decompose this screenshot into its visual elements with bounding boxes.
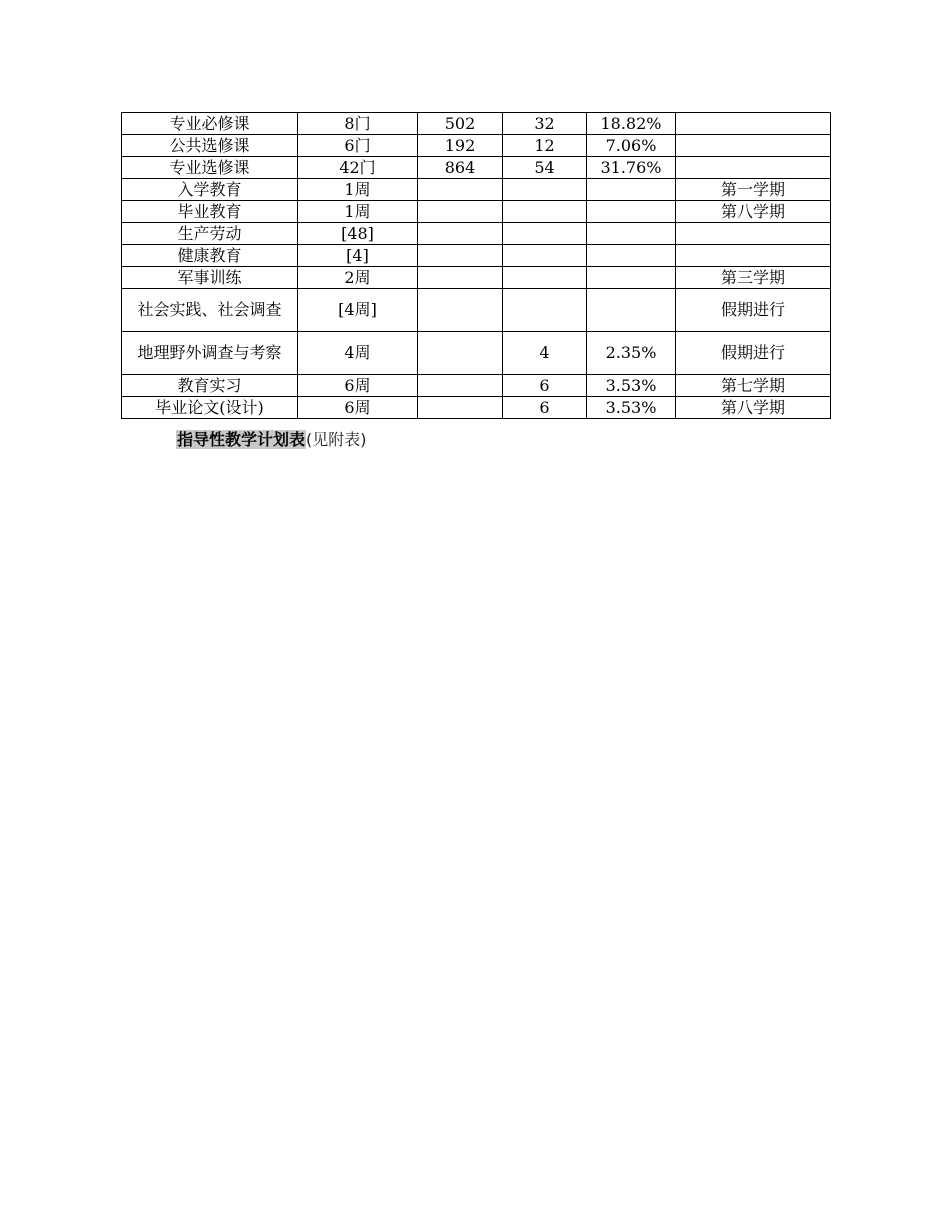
percent-cell: 3.53%: [587, 397, 676, 419]
percent-cell: [587, 245, 676, 267]
remark-cell: 第一学期: [676, 179, 831, 201]
credits-cell: [503, 245, 587, 267]
remark-cell: 假期进行: [676, 332, 831, 375]
hours-cell: [418, 267, 503, 289]
count-cell: 6周: [298, 375, 418, 397]
percent-cell: [587, 179, 676, 201]
remark-cell: 第八学期: [676, 201, 831, 223]
remark-cell: [676, 135, 831, 157]
percent-cell: [587, 267, 676, 289]
count-cell: [4周]: [298, 289, 418, 332]
remark-cell: 第八学期: [676, 397, 831, 419]
course-name-cell: 军事训练: [122, 267, 298, 289]
percent-cell: [587, 223, 676, 245]
table-row: [122, 223, 831, 245]
count-cell: 6门: [298, 135, 418, 157]
credits-cell: 6: [503, 397, 587, 419]
table-row: [122, 135, 831, 157]
percent-cell: [587, 201, 676, 223]
course-name-cell: 入学教育: [122, 179, 298, 201]
count-cell: 1周: [298, 201, 418, 223]
appendix-note: [176, 429, 367, 451]
course-name-cell: 专业必修课: [122, 113, 298, 135]
percent-cell: 18.82%: [587, 113, 676, 135]
hours-cell: 502: [418, 113, 503, 135]
hours-cell: [418, 245, 503, 267]
course-name-cell: 毕业论文(设计): [122, 397, 298, 419]
credits-cell: 54: [503, 157, 587, 179]
course-name-cell: 健康教育: [122, 245, 298, 267]
percent-cell: 7.06%: [587, 135, 676, 157]
credits-cell: 4: [503, 332, 587, 375]
count-cell: 6周: [298, 397, 418, 419]
course-name-cell: 生产劳动: [122, 223, 298, 245]
table-row: [122, 113, 831, 135]
course-plan-table: [121, 112, 831, 419]
credits-cell: [503, 201, 587, 223]
course-name-cell: 地理野外调查与考察: [122, 332, 298, 375]
see-appendix-text: (见附表): [306, 430, 367, 449]
percent-cell: 31.76%: [587, 157, 676, 179]
count-cell: [48]: [298, 223, 418, 245]
hours-cell: [418, 375, 503, 397]
count-cell: [4]: [298, 245, 418, 267]
course-name-cell: 专业选修课: [122, 157, 298, 179]
percent-cell: 3.53%: [587, 375, 676, 397]
table-row: [122, 332, 831, 375]
remark-cell: [676, 245, 831, 267]
percent-cell: 2.35%: [587, 332, 676, 375]
hours-cell: 864: [418, 157, 503, 179]
table-row: [122, 289, 831, 332]
table-row: [122, 245, 831, 267]
credits-cell: 32: [503, 113, 587, 135]
table-row: [122, 397, 831, 419]
remark-cell: [676, 157, 831, 179]
credits-cell: [503, 179, 587, 201]
plan-table-highlight: 指导性教学计划表: [177, 430, 306, 449]
credits-cell: 12: [503, 135, 587, 157]
remark-cell: 假期进行: [676, 289, 831, 332]
remark-cell: 第三学期: [676, 267, 831, 289]
course-name-cell: 教育实习: [122, 375, 298, 397]
remark-cell: 第七学期: [676, 375, 831, 397]
percent-cell: [587, 289, 676, 332]
course-name-cell: 社会实践、社会调查: [122, 289, 298, 332]
table-row: [122, 157, 831, 179]
course-name-cell: 公共选修课: [122, 135, 298, 157]
hours-cell: [418, 179, 503, 201]
hours-cell: 192: [418, 135, 503, 157]
count-cell: 1周: [298, 179, 418, 201]
hours-cell: [418, 332, 503, 375]
hours-cell: [418, 289, 503, 332]
remark-cell: [676, 113, 831, 135]
hours-cell: [418, 223, 503, 245]
table-row: [122, 179, 831, 201]
count-cell: 4周: [298, 332, 418, 375]
credits-cell: [503, 289, 587, 332]
table-row: [122, 375, 831, 397]
credits-cell: 6: [503, 375, 587, 397]
table-row: [122, 201, 831, 223]
hours-cell: [418, 397, 503, 419]
remark-cell: [676, 223, 831, 245]
hours-cell: [418, 201, 503, 223]
count-cell: 2周: [298, 267, 418, 289]
table-row: [122, 267, 831, 289]
course-name-cell: 毕业教育: [122, 201, 298, 223]
credits-cell: [503, 267, 587, 289]
count-cell: 8门: [298, 113, 418, 135]
credits-cell: [503, 223, 587, 245]
count-cell: 42门: [298, 157, 418, 179]
